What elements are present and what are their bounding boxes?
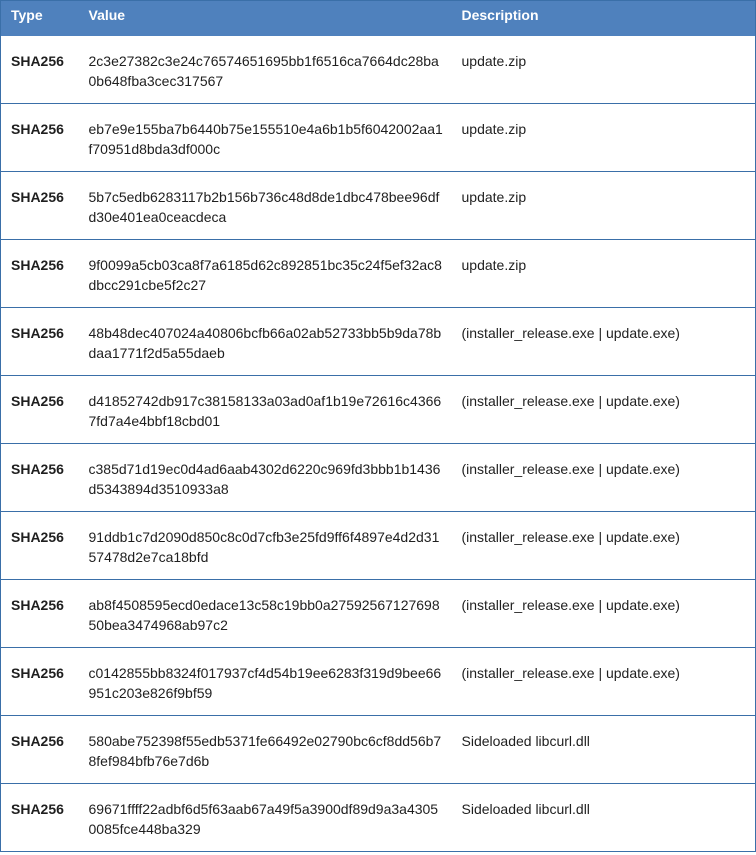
table-row bbox=[1, 376, 756, 444]
hash-description-cell: update.zip bbox=[461, 257, 527, 273]
hash-description-cell: update.zip bbox=[461, 121, 527, 137]
hash-type-cell: SHA256 bbox=[11, 189, 64, 205]
table-row bbox=[1, 716, 756, 784]
hash-description-cell: Sideloaded libcurl.dll bbox=[461, 733, 590, 749]
hash-type-cell: SHA256 bbox=[11, 257, 64, 273]
hash-value-cell: 580abe752398f55edb5371fe66492e02790bc6cf8dd56b78fef984bfb76e7d6b bbox=[88, 733, 442, 769]
hash-description-cell: (installer_release.exe | update.exe) bbox=[461, 665, 680, 681]
hash-value-cell: c0142855bb8324f017937cf4d54b19ee6283f319d9bee66951c203e826f9bf59 bbox=[88, 665, 442, 701]
hash-description-cell: (installer_release.exe | update.exe) bbox=[461, 325, 680, 341]
hash-description-cell: Sideloaded libcurl.dll bbox=[461, 801, 590, 817]
table-row bbox=[1, 36, 756, 104]
hash-description-cell: (installer_release.exe | update.exe) bbox=[461, 529, 680, 545]
table-row bbox=[1, 240, 756, 308]
table-row bbox=[1, 648, 756, 716]
table-row bbox=[1, 444, 756, 512]
hash-value-cell: 2c3e27382c3e24c76574651695bb1f6516ca7664dc28ba0b648fba3cec317567 bbox=[88, 52, 439, 89]
hash-type-cell: SHA256 bbox=[11, 461, 64, 477]
hash-type-cell: SHA256 bbox=[11, 52, 64, 69]
table-row bbox=[1, 784, 756, 852]
column-header-value: Value bbox=[79, 1, 452, 36]
hash-type-cell: SHA256 bbox=[11, 529, 64, 545]
hash-type-cell: SHA256 bbox=[11, 325, 64, 341]
table-row bbox=[1, 512, 756, 580]
hash-value-cell: 9f0099a5cb03ca8f7a6185d62c892851bc35c24f5ef32ac8dbcc291cbe5f2c27 bbox=[88, 257, 442, 293]
table-header bbox=[1, 1, 756, 36]
hash-type-cell: SHA256 bbox=[11, 801, 64, 817]
hash-description-cell: (installer_release.exe | update.exe) bbox=[461, 393, 680, 409]
table-row bbox=[1, 308, 756, 376]
hash-value-cell: 91ddb1c7d2090d850c8c0d7cfb3e25fd9ff6f4897e4d2d3157478d2e7ca18bfd bbox=[88, 529, 440, 565]
column-header-type: Type bbox=[1, 1, 79, 36]
column-header-description: Description bbox=[452, 1, 756, 36]
hash-type-cell: SHA256 bbox=[11, 665, 64, 681]
hash-type-cell: SHA256 bbox=[11, 597, 64, 613]
table-body bbox=[1, 36, 756, 852]
hash-value-cell: 5b7c5edb6283117b2b156b736c48d8de1dbc478bee96dfd30e401ea0ceacdeca bbox=[88, 189, 440, 225]
table-header-row bbox=[1, 1, 756, 36]
hash-type-cell: SHA256 bbox=[11, 121, 64, 137]
table-row bbox=[1, 172, 756, 240]
hash-description-cell: update.zip bbox=[461, 52, 527, 69]
hash-type-cell: SHA256 bbox=[11, 393, 64, 409]
hash-value-cell: 48b48dec407024a40806bcfb66a02ab52733bb5b9da78bdaa1771f2d5a55daeb bbox=[88, 325, 442, 361]
hash-description-cell: update.zip bbox=[461, 189, 527, 205]
hash-value-cell: eb7e9e155ba7b6440b75e155510e4a6b1b5f6042002aa1f70951d8bda3df000c bbox=[88, 121, 443, 157]
hash-value-cell: 69671ffff22adbf6d5f63aab67a49f5a3900df89d9a3a43050085fce448ba329 bbox=[88, 801, 439, 837]
hash-description-cell: (installer_release.exe | update.exe) bbox=[461, 461, 680, 477]
hash-description-cell: (installer_release.exe | update.exe) bbox=[461, 597, 680, 613]
hash-type-cell: SHA256 bbox=[11, 733, 64, 749]
hash-value-cell: d41852742db917c38158133a03ad0af1b19e72616c43667fd7a4e4bbf18cbd01 bbox=[88, 393, 442, 429]
hash-value-cell: ab8f4508595ecd0edace13c58c19bb0a2759256712769850bea3474968ab97c2 bbox=[88, 597, 440, 633]
table-row bbox=[1, 580, 756, 648]
table-row bbox=[1, 104, 756, 172]
hash-value-cell: c385d71d19ec0d4ad6aab4302d6220c969fd3bbb1b1436d5343894d3510933a8 bbox=[88, 461, 441, 497]
